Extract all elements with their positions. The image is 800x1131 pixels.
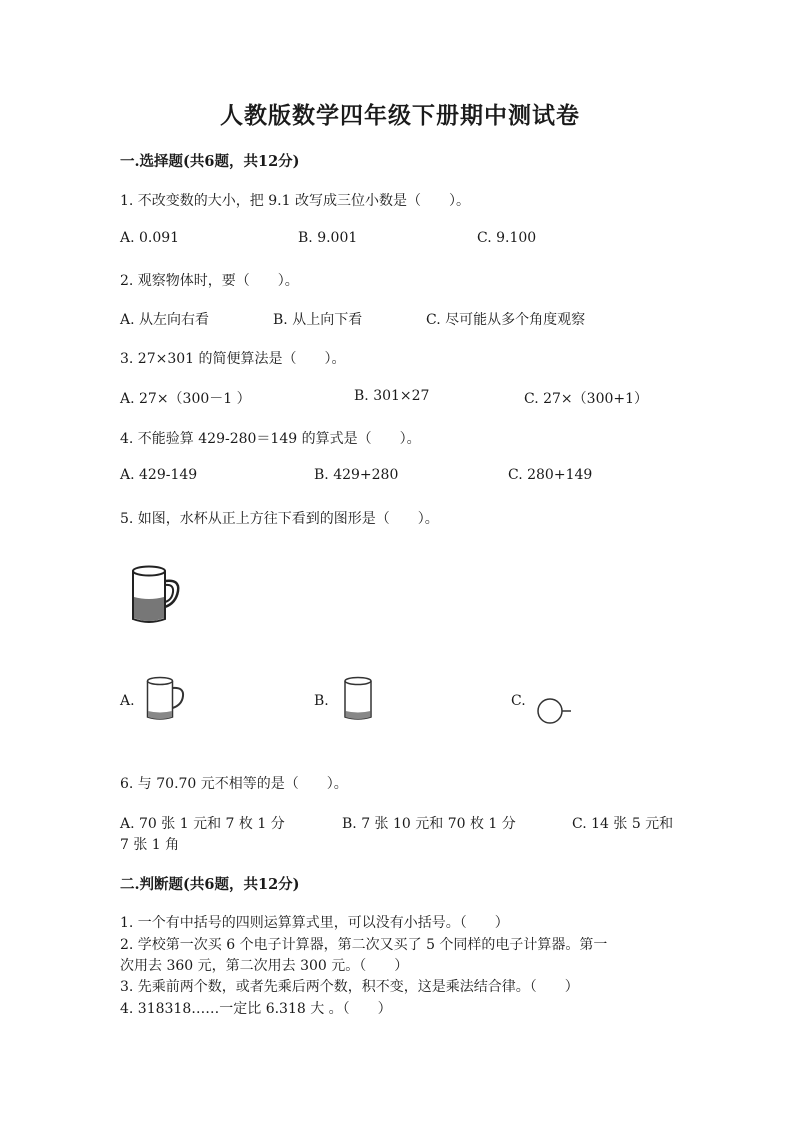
judgement-item-2: 2. 学校第一次买 6 个电子计算器，第二次又买了 5 个同样的电子计算器。第一: [120, 937, 608, 953]
q4-option-c: C. 280+149: [508, 467, 593, 483]
section-heading-choice: 一.选择题(共6题，共12分): [120, 153, 300, 170]
q5-option-c: C.: [511, 693, 526, 709]
judgement-item-1: 1. 一个有中括号的四则运算算式里，可以没有小括号。（ ）: [120, 915, 509, 931]
cup-figure: [128, 563, 184, 627]
q6-option-c-continued: 7 张 1 角: [120, 837, 180, 853]
judgement-item-4: 4. 318318……一定比 6.318 大 。（ ）: [120, 1001, 392, 1017]
q1-option-b: B. 9.001: [298, 230, 358, 246]
q5-option-b: B.: [314, 693, 329, 709]
judgement-item-3: 3. 先乘前两个数，或者先乘后两个数，积不变，这是乘法结合律。（ ）: [120, 979, 579, 995]
q1-option-a: A. 0.091: [120, 230, 180, 246]
q3-option-a: A. 27×（300－1 ）: [120, 391, 251, 407]
judgement-item-2-continued: 次用去 360 元，第二次用去 300 元。（ ）: [120, 958, 409, 974]
question-4: 4. 不能验算 429-280＝149 的算式是（ ）。: [120, 431, 421, 447]
question-3: 3. 27×301 的简便算法是（ ）。: [120, 351, 346, 367]
q3-option-c: C. 27×（300+1）: [524, 391, 649, 407]
cup-top-view-icon: [535, 696, 575, 726]
section-heading-judgement: 二.判断题(共6题，共12分): [120, 876, 300, 893]
q5-option-a: A.: [120, 693, 135, 709]
question-6: 6. 与 70.70 元不相等的是（ ）。: [120, 776, 348, 792]
q2-option-c: C. 尽可能从多个角度观察: [426, 312, 586, 328]
q1-option-c: C. 9.100: [477, 230, 537, 246]
q6-option-b: B. 7 张 10 元和 70 枚 1 分: [342, 816, 516, 832]
question-5: 5. 如图，水杯从正上方往下看到的图形是（ ）。: [120, 511, 439, 527]
q6-option-c: C. 14 张 5 元和: [572, 816, 674, 832]
q2-option-b: B. 从上向下看: [273, 312, 363, 328]
question-1: 1. 不改变数的大小，把 9.1 改写成三位小数是（ ）。: [120, 193, 470, 209]
q4-option-b: B. 429+280: [314, 467, 399, 483]
cup-front-view-icon: [342, 675, 376, 723]
page-title: 人教版数学四年级下册期中测试卷: [220, 102, 580, 129]
cup-side-view-icon: [143, 675, 187, 723]
q3-option-b: B. 301×27: [354, 388, 430, 404]
question-2: 2. 观察物体时，要（ ）。: [120, 273, 299, 289]
q6-option-a: A. 70 张 1 元和 7 枚 1 分: [120, 816, 285, 832]
q2-option-a: A. 从左向右看: [120, 312, 210, 328]
q4-option-a: A. 429-149: [120, 467, 198, 483]
